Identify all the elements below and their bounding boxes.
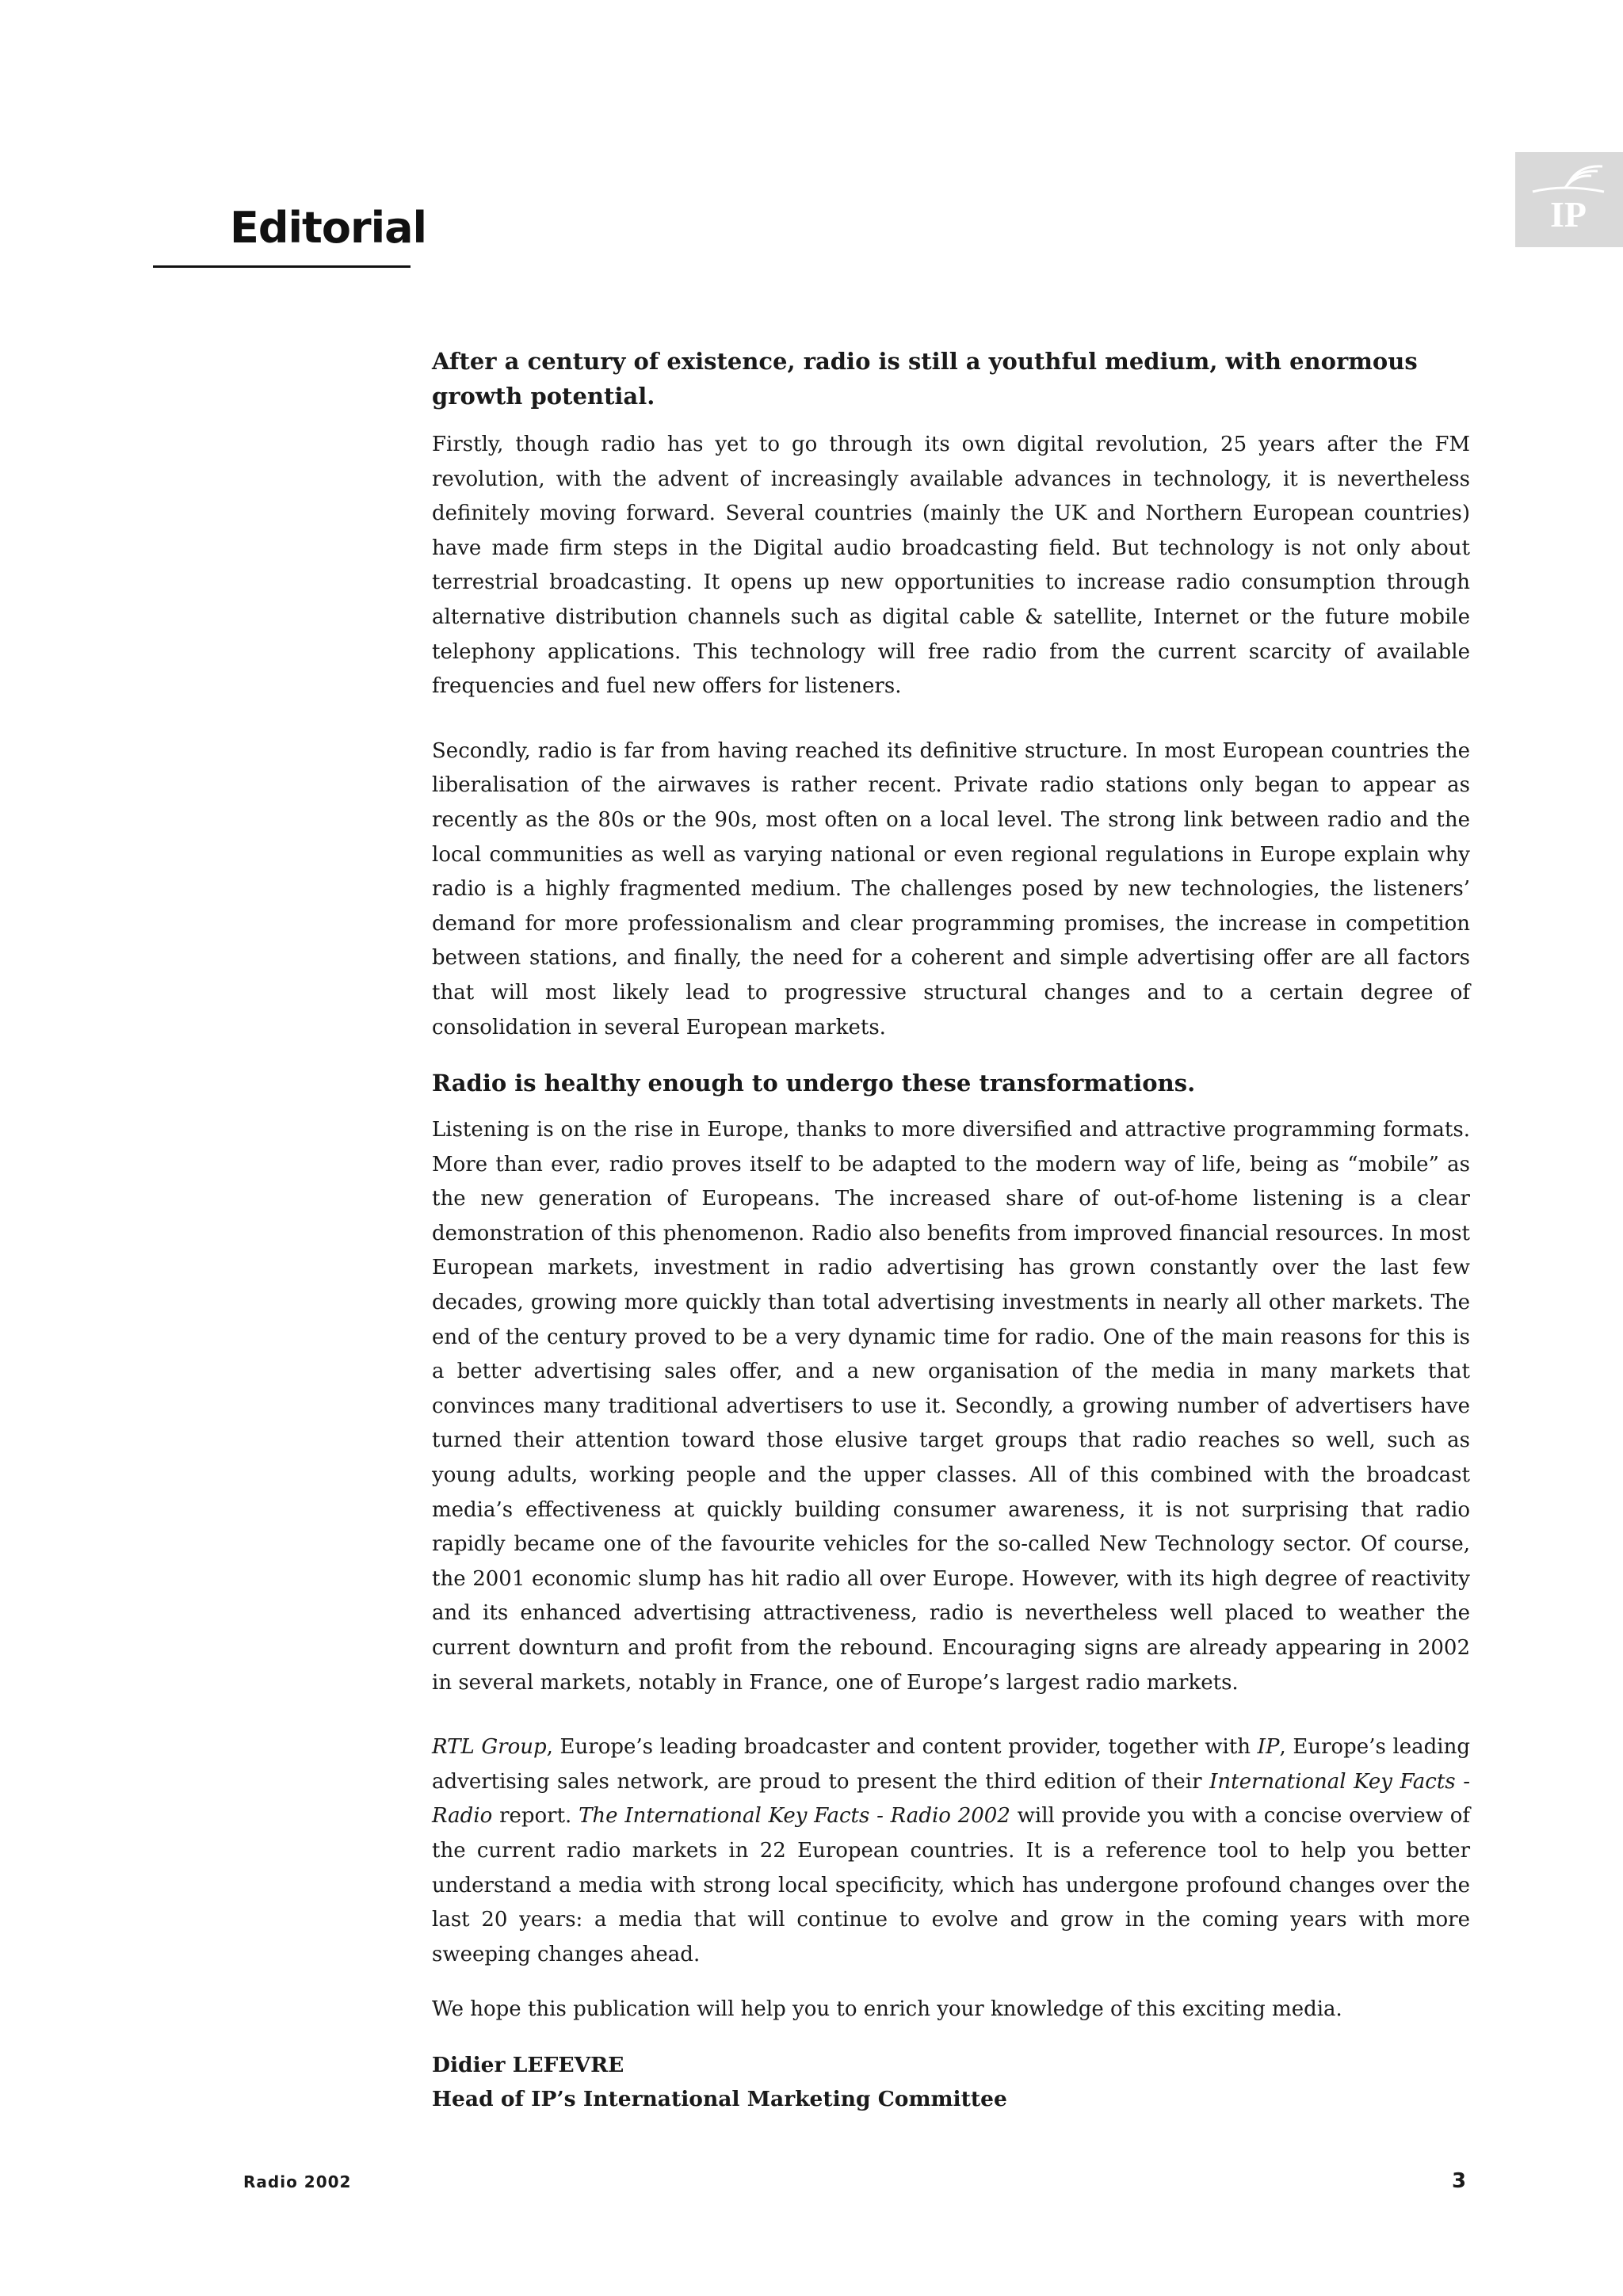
paragraph-rtl-group (432, 1730, 1470, 1972)
text-segment: will provide you with a concise overview of the current radio markets in 22 European countries. It is a reference tool to help you better understand a media with strong local specificity, which has undergone profound changes over the last 20 years: a media that will continue to evolve and grow in the coming years with more sweeping changes ahead. (432, 1804, 1470, 1966)
paragraph-digital: Firstly, though radio has yet to go through its own digital revolution, 25 years after the FM revolution, with the advent of increasingly available advances in technology, it is nevertheless definitely moving forward. Several countries (mainly the UK and Northern European countries) have made firm steps in the Digital audio broadcasting field. But technology is not only about terrestrial broadcasting. It opens up new opportunities to increase radio consumption through alternative distribution channels such as digital cable & satellite, Internet or the future mobile telephony applications. This technology will free radio from the current scarcity of available frequencies and fuel new offers for listeners. (432, 433, 1470, 699)
page-number: 3 (1452, 2169, 1467, 2193)
page-title: Editorial (230, 203, 427, 253)
signature-title: Head of IP’s International Marketing Committee (432, 2086, 1007, 2111)
report-title: International Key Facts - Radio (432, 1769, 1470, 1829)
paragraph-closing: We hope this publication will help you to enrich your knowledge of this exciting media. (432, 1997, 1342, 2022)
text-segment: report. (492, 1804, 579, 1829)
subheading: Radio is healthy enough to undergo these transformations. (432, 1070, 1196, 1097)
editorial-body (432, 344, 1470, 2116)
paragraph-structure: Secondly, radio is far from having reached its definitive structure. In most European countries the liberalisation of the airwaves is rather recent. Private radio stations only began to appear as recently as the 80s or the 90s, most often on a local level. The strong link between radio and the local communities as well as varying national or even regional regulations in Europe explain why radio is a highly fragmented medium. The challenges posed by new technologies, the listeners’ demand for more professionalism and clear programming promises, the increase in competition between stations, and finally, the need for a coherent and simple advertising offer are all factors that will most likely lead to progressive structural changes and to a certain degree of consolidation in several European markets. (432, 738, 1470, 1039)
ip-logo (1515, 152, 1623, 247)
rtl-group-name: RTL Group (432, 1735, 547, 1760)
ip-name: IP (1257, 1735, 1280, 1760)
report-title-2002: The International Key Facts - Radio 2002 (579, 1804, 1010, 1829)
footer-publication: Radio 2002 (243, 2172, 352, 2191)
title-underline (153, 265, 411, 268)
lead-heading: After a century of existence, radio is still a youthful medium, with enormous growth potential. (432, 348, 1418, 410)
text-segment: , Europe’s leading broadcaster and content provider, together with (546, 1735, 1258, 1760)
paragraph-listening: Listening is on the rise in Europe, thanks to more diversified and attractive programming formats. More than ever, radio proves itself to be adapted to the modern way of life, being as “mobile” as the new generation of Europeans. The increased share of out-of-home listening is a clear demonstration of this phenomenon. Radio also benefits from improved financial resources. In most European markets, investment in radio advertising has grown constantly over the last few decades, growing more quickly than total advertising investments in nearly all other markets. The end of the century proved to be a very dynamic time for radio. One of the main reasons for this is a better advertising sales offer, and a new organisation of the media in many markets that convinces many traditional advertisers to use it. Secondly, a growing number of advertisers have turned their attention toward those elusive target groups that radio reaches so well, such as young adults, working people and the upper classes. All of this combined with the broadcast media’s effectiveness at quickly building consumer awareness, it is not surprising that radio rapidly became one of the favourite vehicles for the so-called New Technology sector. Of course, the 2001 economic slump has hit radio all over Europe. However, with its high degree of reactivity and its enhanced advertising attractiveness, radio is nevertheless well placed to weather the current downturn and profit from the rebound. Encouraging signs are already appearing in 2002 in several markets, notably in France, one of Europe’s largest radio markets. (432, 1118, 1470, 1695)
signature-name: Didier LEFEVRE (432, 2052, 624, 2077)
text-segment: , Europe’s leading advertising sales network, are proud to present the third edition of their (432, 1735, 1470, 1794)
ip-logo-text: IP (1550, 194, 1587, 235)
